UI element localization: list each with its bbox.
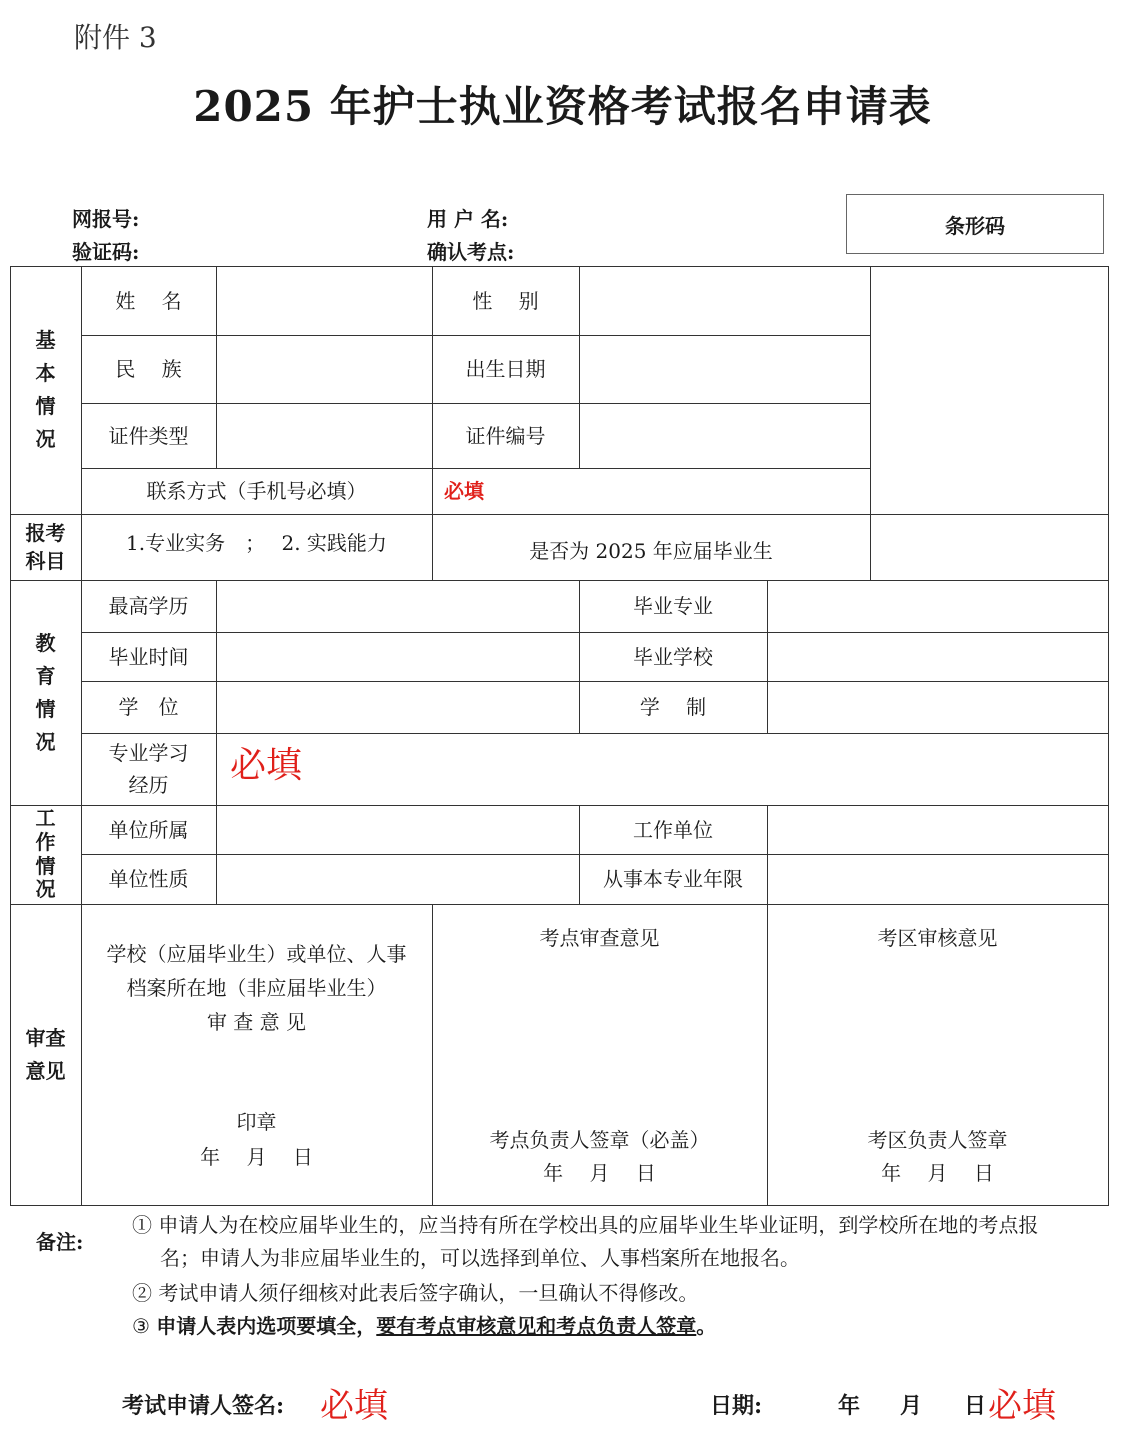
- note-3-prefix: ③: [132, 1314, 157, 1338]
- ethnicity-label: 民 族: [115, 357, 182, 381]
- graduate-answer-field[interactable]: [870, 514, 1108, 580]
- date-year-label: 年: [838, 1393, 861, 1419]
- contact-label: 联系方式（手机号必填）: [146, 479, 367, 503]
- exam-district-review-title: 考区审核意见: [877, 926, 998, 950]
- school-field[interactable]: [767, 632, 1108, 681]
- note-3-suffix: 。: [696, 1314, 717, 1338]
- exam-district-sign-label: 考区负责人签章: [867, 1128, 1008, 1152]
- barcode-box: 条形码: [846, 194, 1104, 254]
- attachment-label: 附件 3: [74, 21, 157, 54]
- highest-degree-label: 最高学历: [108, 594, 189, 618]
- major-label: 毕业专业: [633, 594, 713, 618]
- unit-belong-label: 单位所属: [108, 817, 189, 842]
- id-type-label: 证件类型: [108, 423, 189, 448]
- unit-nature-label: 单位性质: [108, 867, 189, 891]
- ethnicity-field[interactable]: [216, 335, 432, 403]
- degree-field[interactable]: [216, 681, 579, 733]
- graduation-time-label: 毕业时间: [108, 644, 189, 669]
- study-history-field[interactable]: 必填: [230, 745, 303, 787]
- major-field[interactable]: [767, 580, 1108, 632]
- section-work: 工 作 情 况: [35, 806, 56, 902]
- birth-date-label: 出生日期: [465, 357, 546, 381]
- note-1-line-2: 名；申请人为非应届毕业生的，可以选择到单位、人事档案所在地报名。: [160, 1246, 800, 1270]
- exam-site-review-title: 考点审查意见: [539, 926, 660, 950]
- note-3-part-1: 申请人表内选项要填全，: [156, 1314, 377, 1338]
- date-month-label: 月: [900, 1393, 923, 1419]
- section-education: 教 育 情 况: [35, 630, 56, 754]
- notes-label: 备注:: [36, 1230, 84, 1254]
- confirm-site-label: 确认考点:: [427, 240, 515, 264]
- duration-field[interactable]: [767, 681, 1108, 733]
- note-3: [132, 1310, 716, 1342]
- date-day-label: 日: [964, 1393, 987, 1419]
- unit-nature-field[interactable]: [216, 854, 579, 904]
- years-label: 从事本专业年限: [603, 867, 743, 891]
- note-3-part-2: 要有考点审核意见和考点负责人签章: [376, 1314, 697, 1338]
- degree-label: 学 位: [118, 695, 179, 719]
- school-seal-label: 印章: [236, 1110, 277, 1134]
- applicant-signature-label: 考试申请人签名:: [122, 1393, 285, 1419]
- work-unit-label: 工作单位: [633, 817, 713, 842]
- exam-site-sign-label: 考点负责人签章（必盖）: [489, 1128, 710, 1152]
- section-review: 审查 意见: [25, 1025, 66, 1083]
- applicant-signature-field[interactable]: 必填: [320, 1386, 388, 1426]
- graduation-time-field[interactable]: [216, 632, 579, 681]
- graduate-question-label: 是否为 2025 年应届毕业生: [529, 539, 773, 563]
- school-review-title: 学校（应届毕业生）或单位、人事 档案所在地（非应届毕业生） 审 查 意 见: [106, 942, 407, 1034]
- id-number-label: 证件编号: [465, 423, 546, 448]
- date-label: 日期:: [710, 1393, 763, 1419]
- id-number-field[interactable]: [579, 403, 870, 468]
- study-history-label: 专业学习 经历: [108, 741, 189, 797]
- captcha-label: 验证码:: [72, 240, 140, 264]
- name-label: 姓 名: [115, 288, 182, 313]
- note-2: ② 考试申请人须仔细核对此表后签字确认，一旦确认不得修改。: [132, 1281, 699, 1305]
- exam-district-review-date: 年 月 日: [881, 1161, 994, 1185]
- contact-field[interactable]: 必填: [444, 479, 484, 503]
- unit-belong-field[interactable]: [216, 805, 579, 854]
- school-review-date: 年 月 日: [200, 1145, 313, 1169]
- page-title: 2025 年护士执业资格考试报名申请表: [193, 82, 932, 131]
- note-1-line-1: ① 申请人为在校应届毕业生的，应当持有所在学校出具的应届毕业生毕业证明，到学校所在地的考点报: [132, 1213, 1039, 1237]
- photo-area: [870, 266, 1108, 514]
- gender-label: 性 别: [472, 288, 539, 313]
- section-basic-info: 基 本 情 况: [35, 328, 56, 451]
- exam-site-review-date: 年 月 日: [543, 1161, 656, 1185]
- school-label: 毕业学校: [633, 644, 713, 669]
- exam-subjects: 1.专业实务 ； 2. 实践能力: [126, 531, 387, 555]
- years-field[interactable]: [767, 854, 1108, 904]
- id-type-field[interactable]: [216, 403, 432, 468]
- username-label: 用 户 名:: [427, 207, 509, 231]
- work-unit-field[interactable]: [767, 805, 1108, 854]
- section-subjects: 报考 科目: [25, 521, 66, 573]
- duration-label: 学 制: [639, 695, 707, 719]
- gender-field[interactable]: [579, 266, 870, 335]
- name-field[interactable]: [216, 266, 432, 335]
- net-no-label: 网报号:: [72, 207, 140, 231]
- date-field[interactable]: 必填: [988, 1386, 1056, 1426]
- birth-date-field[interactable]: [579, 335, 870, 403]
- highest-degree-field[interactable]: [216, 580, 579, 632]
